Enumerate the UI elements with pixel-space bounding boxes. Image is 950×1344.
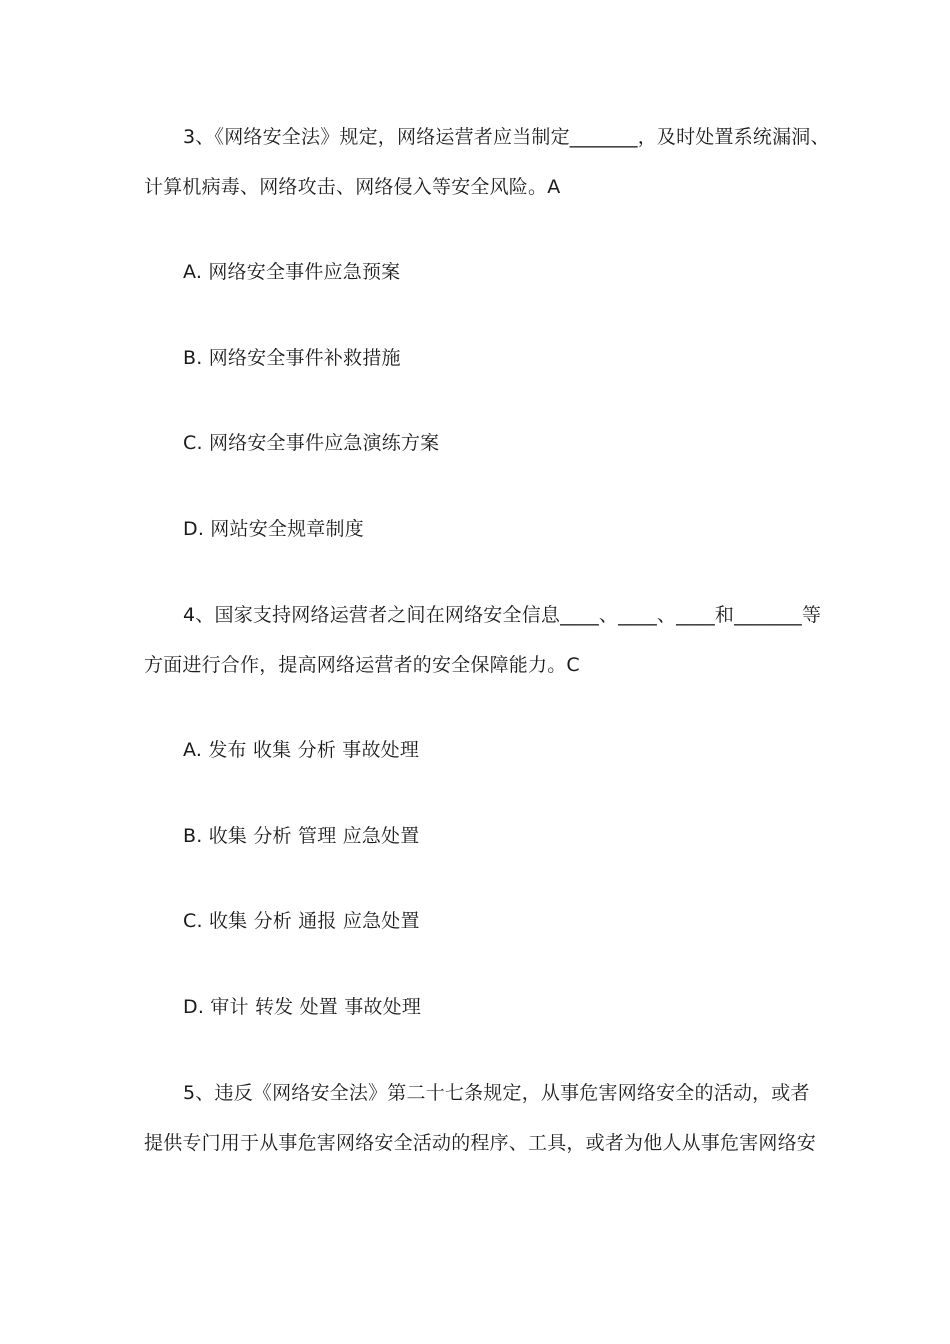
question-4-option-b: B. 收集 分析 管理 应急处置 bbox=[183, 825, 420, 847]
question-5-stem-line1: 5、违反《网络安全法》第二十七条规定，从事危害网络安全的活动，或者 bbox=[183, 1082, 810, 1104]
question-4-stem-line1: 4、国家支持网络运营者之间在网络安全信息____、____、____和_______等 bbox=[183, 604, 822, 626]
question-3-option-a: A. 网络安全事件应急预案 bbox=[183, 261, 401, 283]
question-3-stem-line2: 计算机病毒、网络攻击、网络侵入等安全风险。A bbox=[144, 176, 561, 198]
question-4-option-c: C. 收集 分析 通报 应急处置 bbox=[183, 910, 420, 932]
question-4-stem-line2: 方面进行合作，提高网络运营者的安全保障能力。C bbox=[144, 654, 580, 676]
question-5-stem-line2: 提供专门用于从事危害网络安全活动的程序、工具，或者为他人从事危害网络安 bbox=[144, 1132, 817, 1154]
question-4-option-a: A. 发布 收集 分析 事故处理 bbox=[183, 739, 420, 761]
question-3-option-c: C. 网络安全事件应急演练方案 bbox=[183, 432, 440, 454]
question-4-option-d: D. 审计 转发 处置 事故处理 bbox=[183, 996, 422, 1018]
question-3-stem-line1: 3、《网络安全法》规定，网络运营者应当制定_______，及时处置系统漏洞、 bbox=[183, 126, 830, 148]
question-3-option-d: D. 网站安全规章制度 bbox=[183, 518, 364, 540]
question-3-option-b: B. 网络安全事件补救措施 bbox=[183, 347, 401, 369]
